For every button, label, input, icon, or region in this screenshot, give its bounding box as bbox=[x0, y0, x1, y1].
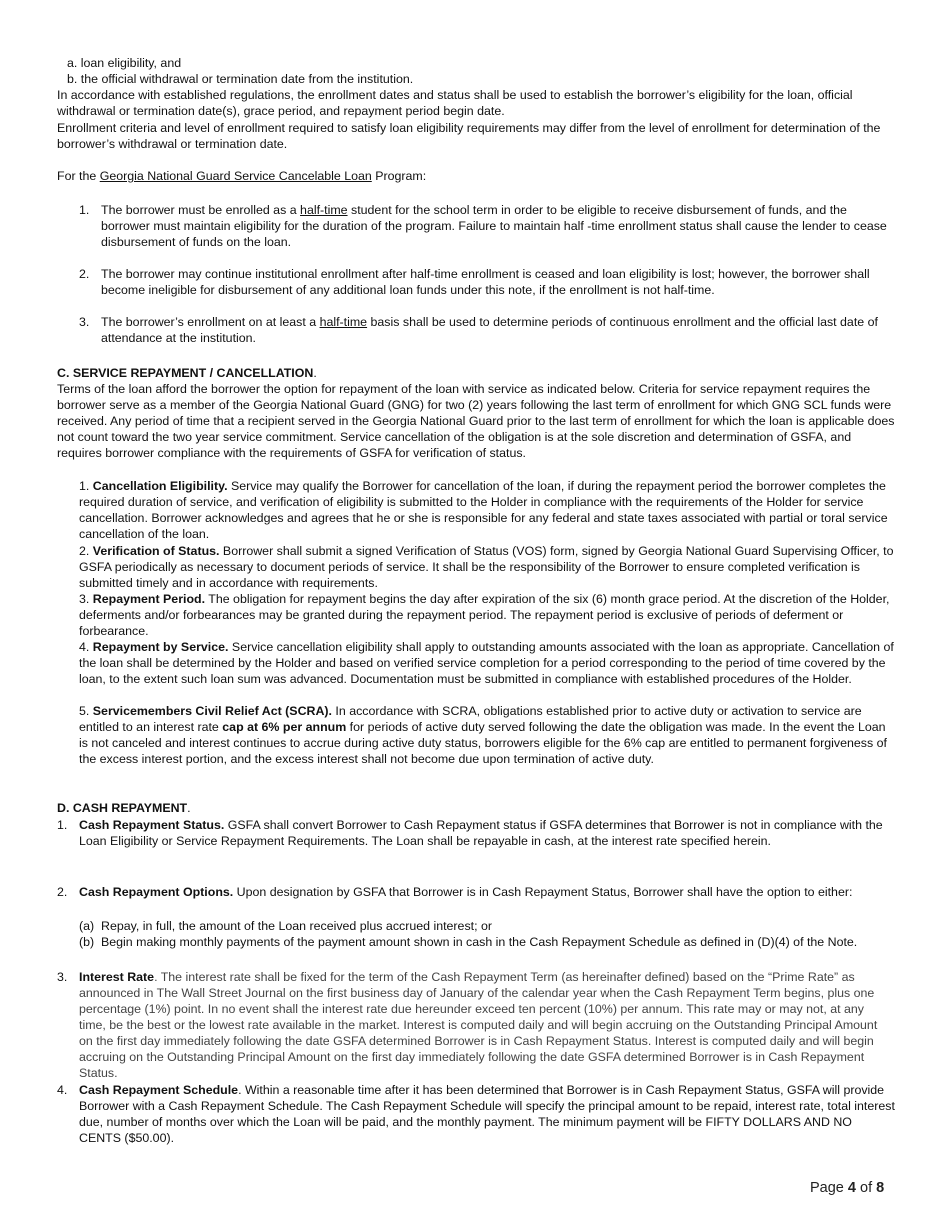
option-label: (a) bbox=[79, 919, 95, 933]
option-label: (b) bbox=[79, 935, 95, 949]
option-b-text: Begin making monthly payments of the payment amount shown in cash in the Cash Repayment Schedule as defined in (D)(4) of the Note. bbox=[101, 935, 858, 949]
program-item-text bbox=[101, 314, 896, 346]
section-d-item-text bbox=[79, 884, 897, 900]
item-number: 5. bbox=[79, 704, 90, 718]
item-title: Verification of Status. bbox=[92, 544, 220, 558]
section-c-item bbox=[79, 543, 897, 591]
section-c-item bbox=[79, 478, 897, 542]
item-text: GSFA shall convert Borrower to Cash Repayment status if GSFA determines that Borrower is not in compliance with the Loan Eligibility or Service Repayment Requirements. The Loan shall be repayable in cash, at the interest rate specified herein. bbox=[79, 818, 883, 848]
item-number: 4. bbox=[79, 640, 90, 654]
option-a-text: Repay, in full, the amount of the Loan received plus accrued interest; or bbox=[101, 919, 492, 933]
program-item-text bbox=[101, 202, 896, 250]
section-c-item bbox=[79, 591, 897, 639]
program-intro bbox=[57, 168, 899, 184]
section-d-heading bbox=[57, 800, 899, 816]
intro-paragraph-1: In accordance with established regulations, the enrollment dates and status shall be used to establish the borrower’s eligibility for the loan, official withdrawal or termination date(s), grace period, and repayment period begin date. bbox=[57, 88, 853, 118]
program-item-number: 3. bbox=[79, 315, 90, 329]
item-title: Cash Repayment Schedule bbox=[79, 1083, 239, 1097]
program-item-number: 1. bbox=[79, 203, 90, 217]
item-number: 2. bbox=[79, 544, 90, 558]
section-d-item-text bbox=[79, 1082, 895, 1146]
item-title: Cash Repayment Options. bbox=[79, 885, 234, 899]
item-number: 3. bbox=[79, 592, 90, 606]
program-item-text: The borrower may continue institutional enrollment after half-time enrollment is ceased and loan eligibility is lost; however, the borrower shall become ineligible for disbursement of any additional loan funds under this note, if the enrollment is not half-time. bbox=[101, 267, 870, 297]
program-item-1-post: student for the school term in order to be eligible to receive disbursement of funds, and the borrower must maintain eligibility for the duration of the program. Failure to maintain half -time enrollment status shall cause the lender to cease disbursement of funds on the loan. bbox=[101, 203, 887, 249]
section-c-intro: Terms of the loan afford the borrower the option for repayment of the loan with service as indicated below. Criteria for service repayment requires the borrower serve as a member of the Georgia National Guard (GNG) for two (2) years following the last term of enrollment for which GNG SCL funds were received. Any period of time that a recipient served in the Georgia National Guard prior to the last term of enrollment for which the loan is applicable does not count toward the two year service commitment. Service cancellation of the obligation is at the sole discretion and determination of GSFA, and requires borrower compliance with the requirements of GSFA for verification of status. bbox=[57, 382, 895, 460]
program-intro-pre: For the bbox=[57, 169, 100, 183]
page-of: of bbox=[855, 1180, 877, 1196]
section-c-item bbox=[79, 703, 897, 767]
item-text: Borrower shall submit a signed Verification of Status (VOS) form, signed by Georgia National Guard Supervising Officer, to GSFA periodically as necessary to document periods of service. It shall be the responsibility of the Borrower to ensure completed verification is submitted timely and in accordance with requirements. bbox=[79, 544, 894, 590]
page-number bbox=[810, 1180, 884, 1196]
item-text: . Within a reasonable time after it has been determined that Borrower is in Cash Repayment Status, GSFA will provide Borrower with a Cash Repayment Schedule. The Cash Repayment Schedule will specify the principal amount to be repaid, interest rate, total interest due, number of months over which the Loan will be paid, and the monthly payment. The minimum payment will be FIFTY DOLLARS AND NO CENTS ($50.00). bbox=[79, 1083, 895, 1145]
program-item-1-pre: The borrower must be enrolled as a bbox=[101, 203, 301, 217]
item-text: Upon designation by GSFA that Borrower is in Cash Repayment Status, Borrower shall have the option to either: bbox=[233, 885, 853, 899]
item-title: Servicemembers Civil Relief Act (SCRA). bbox=[92, 704, 332, 718]
item-title: Repayment by Service. bbox=[92, 640, 229, 654]
item-text: The obligation for repayment begins the day after expiration of the six (6) month grace period. At the discretion of the Holder, deferments and/or forbearances may be granted during the repayment period. The repayment period is exclusive of periods of deferment or forbearance. bbox=[79, 592, 890, 638]
item-text-bold: cap at 6% per annum bbox=[222, 720, 347, 734]
item-text: Service may qualify the Borrower for cancellation of the loan, if during the repayment period the borrower completes the required duration of service, and verification of eligibility is submitted to the Holder in compliance with the requirements of the Holder for service cancellation. Borrower acknowledges and agrees that he or she is responsible for any federal and state taxes associated with partial or toral service cancellation of the loan. bbox=[79, 479, 888, 541]
section-d-heading-dot: . bbox=[187, 801, 191, 815]
intro-paragraph-2: Enrollment criteria and level of enrollment required to satisfy loan eligibility requirements may differ from the level of enrollment for determination of the borrower’s withdrawal or termination date. bbox=[57, 121, 881, 151]
item-title: Cash Repayment Status. bbox=[79, 818, 225, 832]
section-c-heading bbox=[57, 365, 899, 381]
item-title: Repayment Period. bbox=[92, 592, 206, 606]
section-d-title: D. CASH REPAYMENT bbox=[57, 801, 188, 815]
item-title: Interest Rate bbox=[79, 970, 155, 984]
program-item-number: 2. bbox=[79, 267, 90, 281]
half-time-term: half-time bbox=[300, 203, 348, 217]
item-number: 1. bbox=[79, 479, 90, 493]
section-d-item-number: 2. bbox=[57, 885, 68, 899]
program-intro-post: Program: bbox=[371, 169, 427, 183]
item-text: Service cancellation eligibility shall apply to outstanding amounts associated with the loan as appropriate. Cancellation of the loan shall be determined by the Holder and based on verified service completion for a period corresponding to the period of time covered by the loan, to the extent such loan sum was advanced. Documentation must be submitted in compliance with established procedures of the Holder. bbox=[79, 640, 894, 686]
section-d-item-number: 1. bbox=[57, 818, 68, 832]
item-text: for periods of active duty served following the date the obligation was made. In the event the Loan is not canceled and interest continues to accrue during active duty status, borrowers eligible for the 6% cap are entitled to permanent forgiveness of the excess interest portion, and the excess interest shall not become due upon termination of active duty. bbox=[79, 720, 887, 766]
page-word: Page bbox=[810, 1180, 848, 1196]
item-title: Cancellation Eligibility. bbox=[92, 479, 228, 493]
page-current: 4 bbox=[847, 1180, 856, 1196]
section-d-item-number: 4. bbox=[57, 1083, 68, 1097]
program-name: Georgia National Guard Service Cancelable Loan bbox=[99, 169, 372, 183]
intro-item-b: b. the official withdrawal or termination date from the institution. bbox=[67, 72, 414, 86]
program-item-3-post: basis shall be used to determine periods of continuous enrollment and the official last date of attendance at the institution. bbox=[101, 315, 878, 345]
section-c-heading-dot: . bbox=[313, 366, 317, 380]
section-d-item-text bbox=[79, 817, 897, 849]
page-total: 8 bbox=[876, 1180, 885, 1196]
program-item-3-pre: The borrower’s enrollment on at least a bbox=[101, 315, 320, 329]
section-d-item-number: 3. bbox=[57, 970, 68, 984]
item-text: In accordance with SCRA, obligations established prior to active duty or activation to service are entitled to an interest rate bbox=[79, 704, 862, 734]
intro-item-a: a. loan eligibility, and bbox=[67, 56, 182, 70]
item-text: . The interest rate shall be fixed for the term of the Cash Repayment Term (as hereinafter defined) based on the “Prime Rate” as announced in The Wall Street Journal on the first business day of January of the calendar year when the Cash Repayment Term begins, plus one percentage (1%) point. In no event shall the interest rate due hereunder exceed ten percent (10%) per annum. This rate may or may not, at any time, be the best or the lowest rate available in the market. Interest is computed daily and will begin accruing on the Outstanding Principal Amount on the first day immediately following the date GSFA determined Borrower is in Cash Repayment Status. Interest is computed daily and will begin accruing on the Outstanding Principal Amount on the first day immediately following the date GSFA determined Borrower is in Cash Repayment Status. bbox=[79, 970, 878, 1080]
section-c-title: C. SERVICE REPAYMENT / CANCELLATION bbox=[57, 366, 314, 380]
section-d-item-text bbox=[79, 969, 894, 1081]
half-time-term: half-time bbox=[319, 315, 368, 329]
section-c-item bbox=[79, 639, 897, 687]
